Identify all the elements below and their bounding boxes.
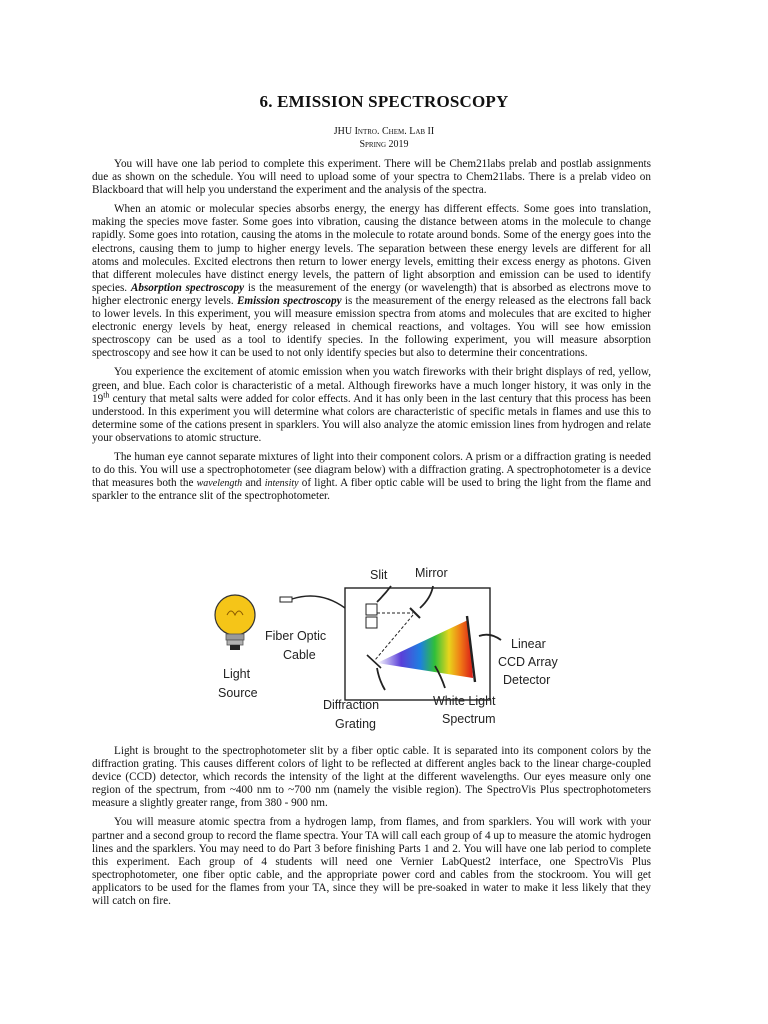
paragraph-2: When an atomic or molecular species absorbs energy, the energy has different effects. Some goes into translation, making the species move faster. Some goes into vibration, causing the distance between atoms in the molecule to change rapidly. Some goes into rotation, causing the atoms in the molecule to rotate around bonds. Some of the energy goes into the electrons, causing them to jump to higher energy levels. The separation between these energy levels are different for all atoms and molecules. Excited electrons then return to lower energy levels, emitting their excess energy as photons. Given that different molecules have distinct energy levels, the pattern of light absorption and emission can be used to identify species. Absorption spectroscopy is the measurement of the energy (or wavelength) that is absorbed as electrons move to higher electronic energy levels. Emission spectroscopy is the measurement of the energy released as the electrons fall back to lower levels. In this experiment, you will measure emission spectra from atoms and molecules that are excited to higher electronic energy levels by heat, energy released in chemical reactions, and voltages. You will see how emission spectroscopy can be used as a tool to identify species. In the following experiment, you will measure absorption spectroscopy and see how it can be used to not only identify species but also to determine their concentrations.: [92, 203, 652, 360]
white-light-spectrum: [377, 620, 473, 678]
page-title: 6. EMISSION SPECTROSCOPY: [259, 92, 509, 111]
label-slit: Slit: [370, 568, 388, 582]
diffraction-grating: [367, 655, 381, 668]
fiber-optic-cable: [280, 596, 345, 608]
slit: [366, 604, 377, 615]
term: Spring 2019: [359, 139, 409, 150]
method-body: [92, 745, 651, 914]
light-bulb-icon: [215, 595, 255, 650]
paragraph-1: You will have one lab period to complete this experiment. There will be Chem21labs prelab and postlab assignments due as shown on the schedule. You will need to upload some of your spectra to Chem21labs. There is a prelab video on Blackboard that will help you understand the experiment and the analysis of the spectra.: [92, 158, 651, 197]
label-linear-1: Linear: [511, 637, 546, 651]
label-grating-2: Grating: [335, 717, 376, 731]
paragraph-5: Light is brought to the spectrophotometer slit by a fiber optic cable. It is separated into its component colors by the diffraction grating. This causes different colors of light to be reflected at different angles back to the linear charge-coupled device (CCD) detector, which records the intensity of the light at the different wavelengths. Our eyes measure only one region of the spectrum, from ~400 nm to ~700 nm (namely the visible region). The SpectroVis Plus spectrophotometers measure a slightly greater range, from 380 - 900 nm.: [92, 745, 651, 810]
term-intensity: intensity: [264, 478, 299, 490]
label-light-2: Source: [218, 686, 258, 700]
label-white-2: Spectrum: [442, 712, 496, 726]
paragraph-6: You will measure atomic spectra from a hydrogen lamp, from flames, and from sparklers. You will work with your partner and a second group to record the flame spectra. Your TA will call each group of 4 up to measure the atomic hydrogen lines and the sparklers. You may need to do Part 3 before finishing Parts 1 and 2. You will have one lab period to complete this experiment. Each group of 4 students will need one Vernier LabQuest2 interface, one SpectroVis Plus spectrophotometer, one fiber optic cable, and the appropriate power cord and cables from the stockroom. You will get applicators to be used for the flames from your TA, since they will be pre-soaked in water to make it less likely that they will catch on fire.: [92, 816, 651, 908]
label-white-1: White Light: [433, 694, 496, 708]
label-light-1: Light: [223, 667, 251, 681]
label-linear-2: CCD Array: [498, 655, 558, 669]
label-linear-3: Detector: [503, 673, 551, 687]
label-mirror: Mirror: [415, 566, 448, 580]
term-wavelength: wavelength: [196, 478, 243, 490]
term-emission: Emission spectroscopy: [236, 294, 342, 307]
paragraph-3: You experience the excitement of atomic emission when you watch fireworks with their bright displays of red, yellow, green, and blue. Each color is characteristic of a metal. Although fireworks have a much longer history, it was only in the 19th century that metal salts were added for color effects. And it has only been in the last century that this process has been understood. In this experiment you will determine what colors are characteristic of specific metals in flames and use this to determine some of the cations present in sparklers. You will also analyze the atomic emission lines from hydrogen and relate your observations to atomic structure.: [92, 366, 651, 444]
label-fiber-1: Fiber Optic: [265, 629, 327, 643]
label-grating-1: Diffraction: [323, 698, 380, 712]
course-name: JHU Intro. Chem. Lab II: [333, 126, 435, 137]
spectrophotometer-diagram: [205, 560, 570, 740]
label-fiber-2: Cable: [283, 648, 316, 662]
intro-body: [92, 158, 651, 509]
term-absorption: Absorption spectroscopy: [130, 281, 245, 294]
paragraph-4: The human eye cannot separate mixtures of light into their component colors. A prism or a diffraction grating is needed to do this. You will use a spectrophotometer (see diagram below) with a diffraction grating. A spectrophotometer is a device that measures both the wavelength and intensity of light. A fiber optic cable will be used to bring the light from the flame and sparkler to the entrance slit of the spectrophotometer.: [92, 450, 652, 503]
